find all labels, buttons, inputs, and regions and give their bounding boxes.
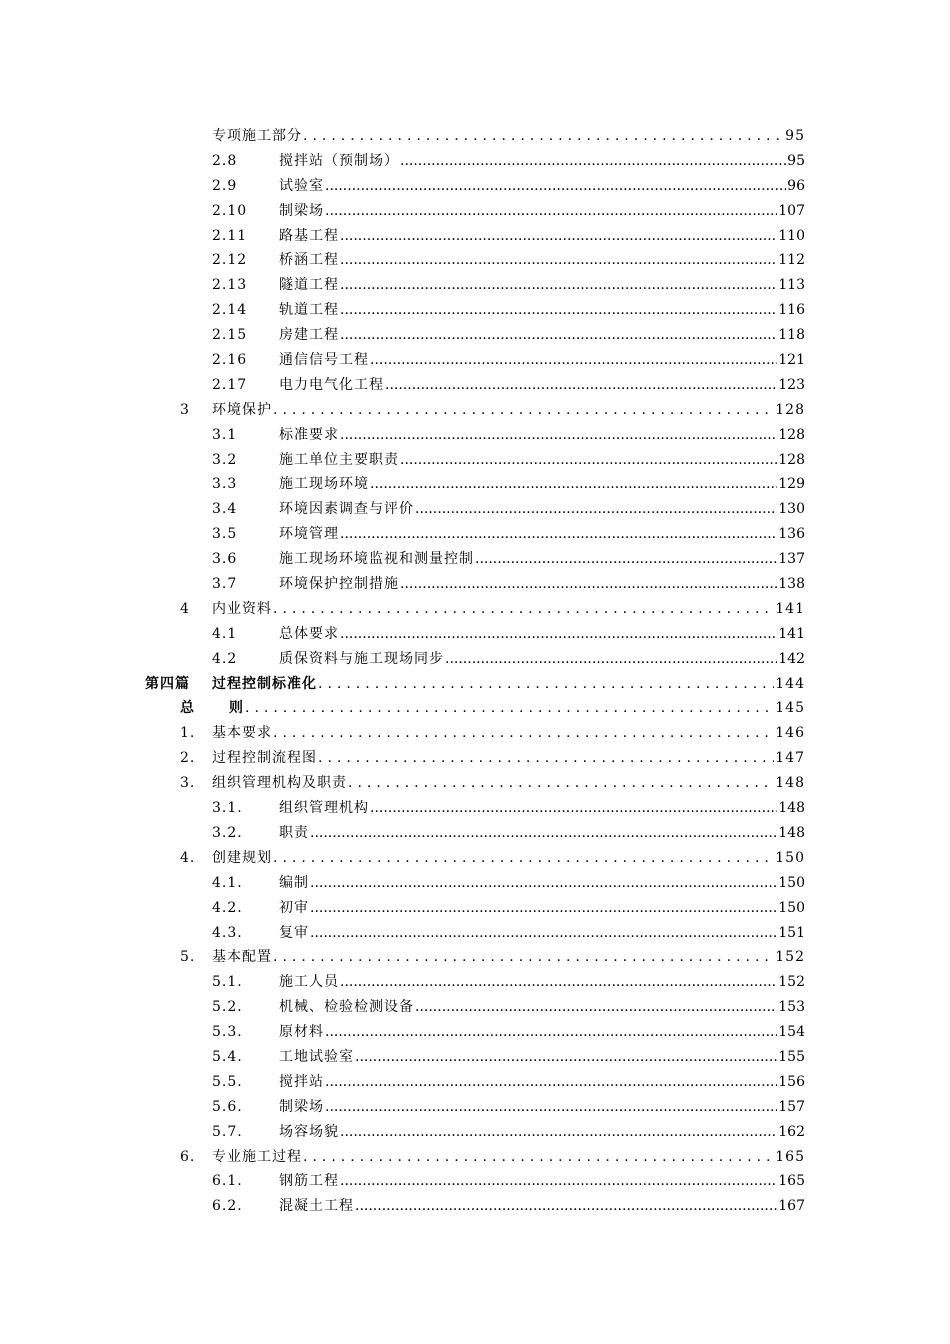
toc-entry-title: 制梁场 [279,202,324,219]
toc-entry-number: 5.6. [212,1098,243,1115]
toc-entry-page-number: 144 [775,675,805,692]
toc-entry-title: 环境管理 [279,526,339,543]
toc-entry-page-number: 153 [778,999,805,1016]
toc-entry-page-number: 130 [778,501,805,518]
toc-dot-leader [370,796,777,821]
toc-dot-leader [385,373,777,398]
toc-entry-title: 原材料 [279,1024,324,1041]
toc-entry[interactable] [0,398,950,423]
toc-dot-leader [340,1120,777,1145]
toc-entry-title: 质保资料与施工现场同步 [279,650,444,667]
toc-entry-number: 第四篇 [145,675,190,692]
toc-entry-number: 3. [180,775,196,792]
toc-entry-number: 6.1. [212,1173,243,1190]
toc-entry[interactable] [0,1045,950,1070]
toc-entry-page-number: 150 [778,874,805,891]
toc-entry-page-number: 152 [778,974,805,991]
toc-entry[interactable] [0,821,950,846]
toc-entry-title-line [279,796,805,821]
toc-entry-number: 2.11 [212,227,248,244]
toc-entry-title: 搅拌站（预制场） [279,152,399,169]
toc-entry-number: 5.2. [212,999,243,1016]
toc-entry-title-line [212,597,805,622]
toc-entry-number: 4.2. [212,899,243,916]
toc-entry-page-number: 95 [787,152,805,169]
toc-entry-number: 5.4. [212,1048,243,1065]
toc-entry-title: 制梁场 [279,1098,324,1115]
toc-entry-page-number: 137 [778,551,805,568]
toc-entry[interactable] [0,1070,950,1095]
toc-entry-title: 桥涵工程 [279,252,339,269]
toc-entry[interactable] [0,622,950,647]
toc-entry-title-line [279,547,805,572]
toc-entry-title-line [279,273,805,298]
toc-dot-leader [415,497,777,522]
toc-entry-title: 搅拌站 [279,1073,324,1090]
toc-entry-title: 施工人员 [279,974,339,991]
toc-entry-title-line [279,423,805,448]
toc-entry-title-line [212,771,805,796]
toc-entry-page-number: 155 [778,1048,805,1065]
toc-entry-page-number: 123 [778,376,805,393]
toc-entry-page-number: 112 [778,252,805,269]
toc-entry[interactable] [0,721,950,746]
toc-entry-number: 4.1 [212,625,238,642]
toc-entry-page-number: 154 [778,1024,805,1041]
toc-entry[interactable] [0,846,950,871]
toc-entry-title: 机械、检验检测设备 [279,999,414,1016]
toc-entry-title-line [279,199,805,224]
toc-entry-title-line [279,871,805,896]
toc-entry[interactable] [0,248,950,273]
toc-entry-title: 隧道工程 [279,277,339,294]
toc-dot-leader [273,721,774,746]
toc-dot-leader [303,1145,774,1170]
toc-dot-leader [273,945,774,970]
toc-entry[interactable] [0,323,950,348]
toc-entry-page-number: 110 [778,227,805,244]
toc-entry-title-line [212,945,805,970]
toc-dot-leader [340,323,777,348]
toc-entry-page-number: 142 [778,650,805,667]
toc-entry-page-number: 145 [775,700,805,717]
toc-entry[interactable] [0,771,950,796]
toc-entry[interactable] [0,522,950,547]
toc-dot-leader [310,821,777,846]
toc-entry-title-line [212,1145,805,1170]
toc-entry-number: 2.17 [212,376,248,393]
toc-entry-title: 房建工程 [279,327,339,344]
toc-entry[interactable] [0,896,950,921]
toc-entry[interactable] [0,199,950,224]
toc-entry-title: 施工单位主要职责 [279,451,399,468]
toc-entry[interactable] [0,995,950,1020]
toc-entry-title: 轨道工程 [279,302,339,319]
toc-entry-page-number: 141 [778,625,805,642]
toc-entry-title-line [279,298,805,323]
toc-entry-number: 2.9 [212,177,238,194]
toc-entry-title-line [279,995,805,1020]
toc-entry[interactable] [0,871,950,896]
toc-dot-leader [340,522,777,547]
toc-entry-page-number: 96 [787,177,805,194]
toc-entry-title: 路基工程 [279,227,339,244]
toc-entry-title-line [212,746,805,771]
toc-entry-page-number: 162 [778,1123,805,1140]
toc-entry-number: 2.13 [212,277,248,294]
toc-entry-number: 2.14 [212,302,248,319]
toc-entry-title: 施工现场环境监视和测量控制 [279,551,474,568]
toc-entry-number: 6. [180,1148,196,1165]
toc-entry-title-line [279,373,805,398]
toc-entry-title: 钢筋工程 [279,1173,339,1190]
toc-entry-title: 通信信号工程 [279,352,369,369]
toc-entry-title: 混凝土工程 [279,1198,354,1215]
toc-dot-leader [415,995,777,1020]
toc-entry-title-line [279,1020,805,1045]
toc-entry-title-line [279,497,805,522]
toc-entry[interactable] [0,1020,950,1045]
toc-dot-leader [340,273,777,298]
toc-entry-page-number: 136 [778,526,805,543]
toc-dot-leader [310,896,777,921]
toc-entry-title-line [279,174,805,199]
toc-entry[interactable] [0,1145,950,1170]
toc-entry-number: 4 [180,600,190,617]
toc-entry-page-number: 156 [778,1073,805,1090]
toc-entry-title-line [279,1045,805,1070]
toc-entry-number: 3.3 [212,476,238,493]
toc-entry-number: 4. [180,849,196,866]
toc-entry-title-line [212,398,805,423]
toc-entry[interactable] [0,124,950,149]
toc-entry-page-number: 150 [778,899,805,916]
toc-entry-number: 4.3. [212,924,243,941]
toc-entry-number: 3.7 [212,576,238,593]
toc-entry-number: 5.3. [212,1024,243,1041]
toc-dot-leader [340,248,777,273]
toc-entry-title-line [279,572,805,597]
toc-entry-page-number: 116 [778,302,805,319]
toc-entry-title-line [279,821,805,846]
toc-entry[interactable] [0,921,950,946]
toc-dot-leader [325,1095,777,1120]
toc-entry-title: 试验室 [279,177,324,194]
toc-entry[interactable] [0,597,950,622]
toc-entry-number: 5. [180,949,196,966]
toc-entry-title-line [279,622,805,647]
toc-dot-leader [245,696,774,721]
toc-entry-title: 工地试验室 [279,1048,354,1065]
toc-entry-title-line [279,248,805,273]
toc-entry-page-number: 167 [778,1198,805,1215]
toc-entry[interactable] [0,448,950,473]
toc-dot-leader [273,398,774,423]
toc-entry-number: 2.10 [212,202,248,219]
toc-entry[interactable] [0,647,950,672]
toc-entry-title: 施工现场环境 [279,476,369,493]
toc-entry-title-line [279,1194,805,1219]
toc-entry-page-number: 148 [778,824,805,841]
toc-entry-number: 5.7. [212,1123,243,1140]
toc-entry-title-line [279,970,805,995]
toc-dot-leader [370,348,777,373]
toc-dot-leader [340,970,777,995]
toc-entry[interactable] [0,423,950,448]
toc-entry-number: 3.4 [212,501,238,518]
toc-entry-page-number: 165 [778,1173,805,1190]
toc-entry-page-number: 148 [778,800,805,817]
toc-dot-leader [325,174,786,199]
toc-entry-number: 5.5. [212,1073,243,1090]
toc-entry-page-number: 107 [778,202,805,219]
toc-entry-number: 3.2. [212,824,243,841]
toc-dot-leader [355,1194,777,1219]
toc-entry-title: 基本要求 [212,725,272,742]
toc-entry-title-line [212,721,805,746]
toc-entry-page-number: 129 [778,476,805,493]
toc-dot-leader [310,921,777,946]
toc-entry[interactable] [0,174,950,199]
toc-dot-leader [475,547,777,572]
table-of-contents [0,124,950,1219]
toc-entry-page-number: 157 [778,1098,805,1115]
toc-entry-number: 2.15 [212,327,248,344]
toc-dot-leader [273,597,774,622]
toc-entry-page-number: 95 [785,128,805,144]
toc-entry-title: 基本配置 [212,949,272,966]
toc-entry-title: 环境保护 [212,401,272,418]
toc-entry-page-number: 141 [775,600,805,617]
toc-entry-page-number: 128 [778,451,805,468]
toc-entry-page-number: 147 [775,750,805,767]
toc-entry[interactable] [0,696,950,721]
toc-entry-page-number: 121 [778,352,805,369]
toc-entry-title-line [279,1070,805,1095]
toc-entry-title-line [279,448,805,473]
toc-entry[interactable] [0,1095,950,1120]
toc-entry-title-line [279,1095,805,1120]
toc-entry-page-number: 152 [775,949,805,966]
toc-entry-page-number: 151 [778,924,805,941]
toc-entry-title: 则 [229,700,244,717]
toc-entry-number: 总 [180,700,195,717]
toc-dot-leader [355,1045,777,1070]
toc-entry-title-line [279,896,805,921]
toc-entry-number: 3.5 [212,526,238,543]
toc-entry-page-number: 128 [778,426,805,443]
toc-entry-title: 环境因素调查与评价 [279,501,414,518]
toc-entry-title: 组织管理机构 [279,800,369,817]
toc-entry[interactable] [0,1120,950,1145]
toc-entry-number: 3.1 [212,426,238,443]
toc-entry[interactable] [0,373,950,398]
toc-entry-page-number: 118 [778,327,805,344]
toc-entry-number: 6.2. [212,1198,243,1215]
toc-entry-title-line [212,672,805,697]
toc-entry-title-line [279,921,805,946]
toc-entry-title: 专项施工部分 [212,128,302,144]
toc-entry[interactable] [0,746,950,771]
toc-entry-title-line [279,522,805,547]
toc-entry-title: 环境保护控制措施 [279,576,399,593]
toc-dot-leader [340,298,777,323]
toc-entry-title: 总体要求 [279,625,339,642]
toc-entry-page-number: 165 [775,1148,805,1165]
toc-dot-leader [303,124,784,149]
toc-entry[interactable] [0,273,950,298]
toc-entry-title-line [279,1120,805,1145]
toc-entry-number: 3.1. [212,800,243,817]
toc-dot-leader [325,1020,777,1045]
toc-entry[interactable] [0,472,950,497]
toc-entry-title-line [279,472,805,497]
toc-dot-leader [445,647,777,672]
toc-entry[interactable] [0,298,950,323]
toc-entry-title: 创建规划 [212,849,272,866]
toc-entry[interactable] [0,497,950,522]
toc-entry-title: 职责 [279,824,309,841]
toc-dot-leader [325,199,777,224]
toc-dot-leader [318,746,774,771]
toc-entry-number: 4.2 [212,650,238,667]
toc-dot-leader [348,771,774,796]
toc-entry-title: 内业资料 [212,600,272,617]
toc-entry-number: 3.6 [212,551,238,568]
toc-entry-title-line [279,647,805,672]
toc-dot-leader [325,1070,777,1095]
toc-entry-title: 专业施工过程 [212,1148,302,1165]
toc-dot-leader [340,1169,777,1194]
toc-entry-number: 2.16 [212,352,248,369]
toc-entry[interactable] [0,970,950,995]
toc-entry[interactable] [0,1194,950,1219]
toc-dot-leader [400,572,777,597]
toc-entry[interactable] [0,672,950,697]
toc-entry-title-line [229,696,805,721]
toc-entry-number: 1. [180,725,196,742]
toc-dot-leader [340,224,777,249]
toc-entry[interactable] [0,1169,950,1194]
toc-entry-title: 编制 [279,874,309,891]
toc-dot-leader [340,423,777,448]
toc-entry-number: 3.2 [212,451,238,468]
toc-entry-title: 过程控制标准化 [212,675,317,692]
toc-dot-leader [400,448,777,473]
toc-dot-leader [318,672,774,697]
toc-entry[interactable] [0,547,950,572]
toc-dot-leader [273,846,774,871]
toc-entry[interactable] [0,348,950,373]
toc-entry-title-line [279,1169,805,1194]
toc-entry-page-number: 146 [775,725,805,742]
toc-entry-title-line [279,224,805,249]
toc-entry-title-line [212,846,805,871]
toc-entry[interactable] [0,572,950,597]
toc-entry[interactable] [0,149,950,174]
toc-entry-title-line [279,323,805,348]
toc-entry-number: 5.1. [212,974,243,991]
toc-entry-title-line [212,124,805,149]
toc-dot-leader [340,622,777,647]
toc-entry-page-number: 113 [778,277,805,294]
toc-entry-number: 3 [180,401,190,418]
toc-entry-page-number: 128 [775,401,805,418]
toc-entry-page-number: 150 [775,849,805,866]
toc-dot-leader [400,149,786,174]
toc-entry-page-number: 138 [778,576,805,593]
toc-entry-number: 2.12 [212,252,248,269]
toc-entry[interactable] [0,224,950,249]
toc-entry-number: 2. [180,750,196,767]
toc-entry-title: 复审 [279,924,309,941]
toc-entry-title: 电力电气化工程 [279,376,384,393]
toc-entry-page-number: 148 [775,775,805,792]
toc-dot-leader [310,871,777,896]
toc-entry-title: 标准要求 [279,426,339,443]
toc-entry-number: 4.1. [212,874,243,891]
toc-entry-title: 组织管理机构及职责 [212,775,347,792]
toc-entry-title: 过程控制流程图 [212,750,317,767]
toc-entry[interactable] [0,945,950,970]
toc-entry-title-line [279,348,805,373]
toc-entry-title: 场容场貌 [279,1123,339,1140]
toc-entry-title: 初审 [279,899,309,916]
toc-entry-number: 2.8 [212,152,238,169]
toc-dot-leader [370,472,777,497]
toc-entry-title-line [279,149,805,174]
toc-entry[interactable] [0,796,950,821]
